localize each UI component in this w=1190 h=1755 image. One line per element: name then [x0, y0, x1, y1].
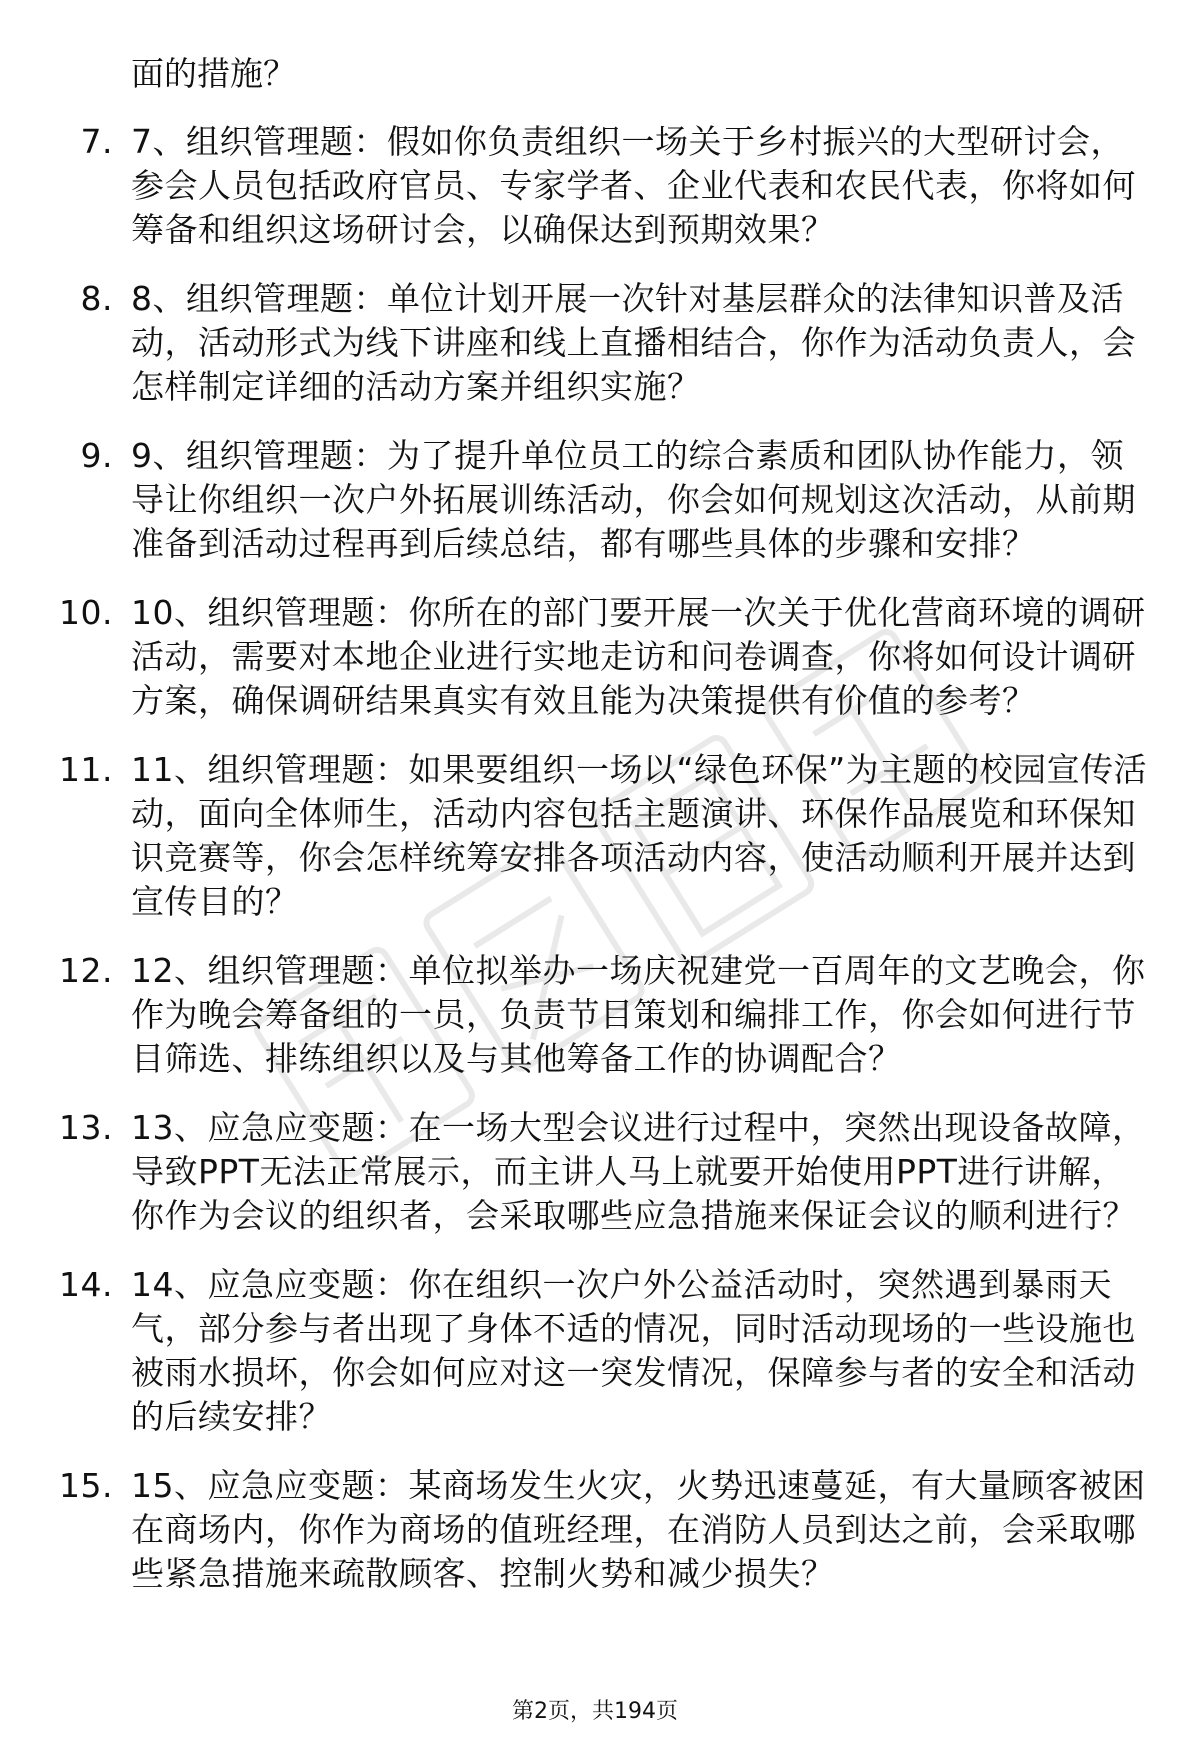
question-number: 10.: [59, 593, 113, 632]
question-text: 7、组织管理题：假如你负责组织一场关于乡村振兴的大型研讨会，参会人员包括政府官员、专家学者、企业代表和农民代表，你将如何筹备和组织这场研讨会，以确保达到预期效果？: [131, 122, 1136, 249]
question-item: [0, 1106, 1190, 1238]
question-number: 13.: [59, 1108, 113, 1147]
question-item: [0, 120, 1190, 252]
question-item: [0, 748, 1190, 924]
question-number: 9.: [80, 436, 113, 475]
question-item: [0, 1464, 1190, 1596]
question-item: [0, 949, 1190, 1081]
question-item: [0, 434, 1190, 566]
question-item: [0, 1263, 1190, 1439]
page-footer: 第2页，共194页: [512, 1699, 678, 1724]
question-text: 10、组织管理题：你所在的部门要开展一次关于优化营商环境的调研活动，需要对本地企业进行实地走访和问卷调查，你将如何设计调研方案，确保调研结果真实有效且能为决策提供有价值的参考？: [131, 593, 1146, 720]
question-text: 11、组织管理题：如果要组织一场以“绿色环保”为主题的校园宣传活动，面向全体师生，活动内容包括主题演讲、环保作品展览和环保知识竞赛等，你会怎样统筹安排各项活动内容，使活动顺利开展并达到宣传目的？: [131, 750, 1148, 921]
question-text: 8、组织管理题：单位计划开展一次针对基层群众的法律知识普及活动，活动形式为线下讲座和线上直播相结合，你作为活动负责人，会怎样制定详细的活动方案并组织实施？: [131, 279, 1136, 406]
question-text: 15、应急应变题：某商场发生火灾，火势迅速蔓延，有大量顾客被困在商场内，你作为商场的值班经理，在消防人员到达之前，会采取哪些紧急措施来疏散顾客、控制火势和减少损失？: [131, 1466, 1146, 1593]
question-item: [0, 277, 1190, 409]
question-item: [0, 591, 1190, 723]
question-number: 12.: [59, 951, 113, 990]
intro-fragment: 面的措施？: [131, 54, 296, 93]
question-text: 9、组织管理题：为了提升单位员工的综合素质和团队协作能力，领导让你组织一次户外拓展训练活动，你会如何规划这次活动，从前期准备到活动过程再到后续总结，都有哪些具体的步骤和安排？: [131, 436, 1136, 563]
question-number: 7.: [80, 122, 113, 161]
question-number: 11.: [59, 750, 113, 789]
question-text: 12、组织管理题：单位拟举办一场庆祝建党一百周年的文艺晚会，你作为晚会筹备组的一员，负责节目策划和编排工作，你会如何进行节目筛选、排练组织以及与其他筹备工作的协调配合？: [131, 951, 1146, 1078]
question-text: 13、应急应变题：在一场大型会议进行过程中，突然出现设备故障，导致PPT无法正常展示，而主讲人马上就要开始使用PPT进行讲解，你作为会议的组织者，会采取哪些应急措施来保证会议的顺利进行？: [131, 1108, 1146, 1235]
question-list: [0, 120, 1190, 1621]
question-number: 15.: [59, 1466, 113, 1505]
question-number: 8.: [80, 279, 113, 318]
question-number: 14.: [59, 1265, 113, 1304]
question-text: 14、应急应变题：你在组织一次户外公益活动时，突然遇到暴雨天气，部分参与者出现了身体不适的情况，同时活动现场的一些设施也被雨水损坏，你会如何应对这一突发情况，保障参与者的安全和活动的后续安排？: [131, 1265, 1136, 1436]
